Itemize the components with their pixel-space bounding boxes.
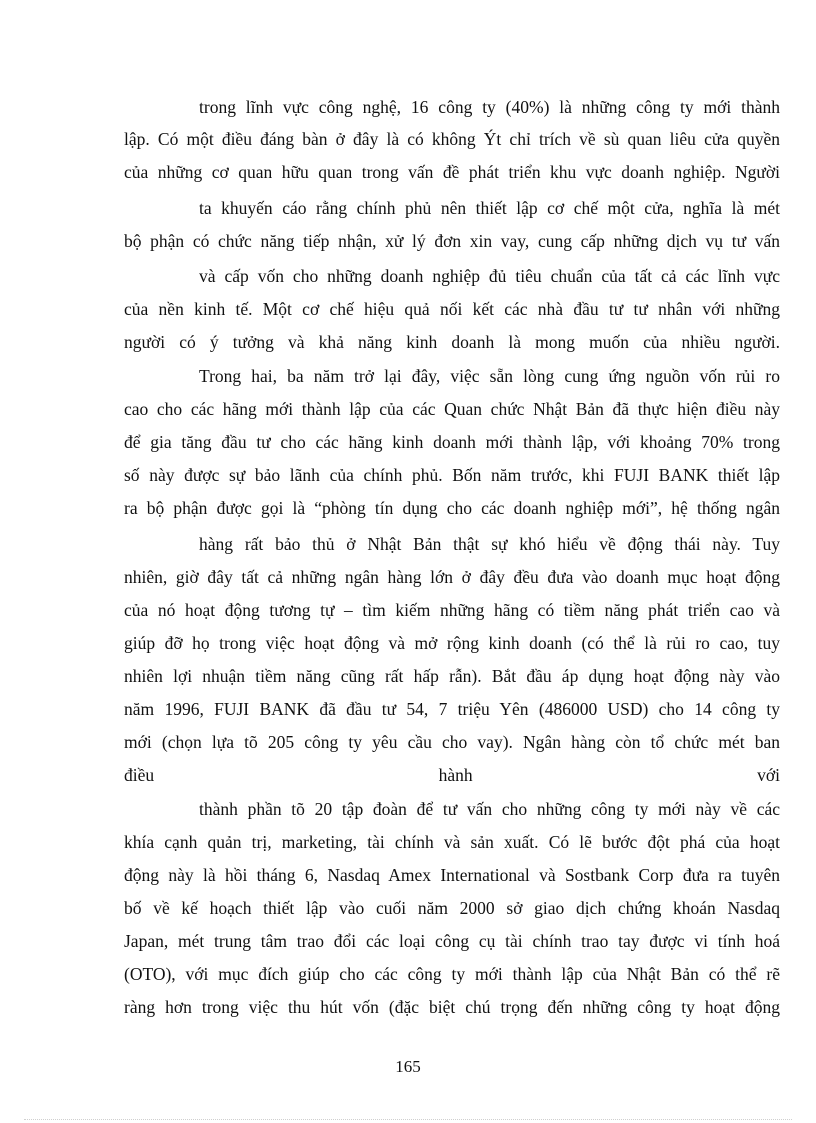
text-line: mới (chọn lựa tõ 205 công ty yêu cầu cho vay). Ngân hàng còn tổ chức mét ban: [124, 732, 780, 752]
text-line: ra bộ phận được gọi là “phòng tín dụng cho các doanh nghiệp mới”, hệ thống ngân: [124, 498, 780, 518]
text-line: Japan, mét trung tâm trao đổi các loại công cụ tài chính trao tay được vi tính hoá: [124, 931, 780, 951]
text-line: động này là hồi tháng 6, Nasdaq Amex International và Sostbank Corp đưa ra tuyên: [124, 865, 780, 885]
page-number: 165: [395, 1057, 421, 1076]
text-line: (OTO), với mục đích giúp cho các công ty mới thành lập của Nhật Bản có thể rẽ: [124, 964, 780, 984]
text-line: khía cạnh quản trị, marketing, tài chính và sản xuất. Có lẽ bước đột phá của hoạt: [124, 832, 780, 852]
text-line: người có ý tưởng và khả năng kinh doanh là mong muốn của nhiều người.: [124, 332, 780, 352]
text-line: cao cho các hãng mới thành lập của các Quan chức Nhật Bản đã thực hiện điều này: [124, 399, 780, 419]
text-line: nhiên lợi nhuận tiềm năng cũng rất hấp rẫn). Bắt đầu áp dụng hoạt động này vào: [124, 666, 780, 686]
text-line: Trong hai, ba năm trở lại đây, việc sẵn lòng cung ứng nguồn vốn rủi ro: [199, 366, 780, 386]
text-line: ta khuyến cáo rằng chính phủ nên thiết lập cơ chế một cửa, nghĩa là mét: [199, 198, 780, 218]
text-line: giúp đỡ họ trong việc hoạt động và mở rộng kinh doanh (có thể là rủi ro cao, tuy: [124, 633, 780, 653]
text-line: số này được sự bảo lãnh của chính phủ. Bốn năm trước, khi FUJI BANK thiết lập: [124, 465, 780, 485]
text-line: trong lĩnh vực công nghệ, 16 công ty (40%) là những công ty mới thành: [199, 97, 780, 117]
text-line: bố về kế hoạch thiết lập vào cuối năm 2000 sở giao dịch chứng khoán Nasdaq: [124, 898, 780, 918]
text-line: ràng hơn trong việc thu hút vốn (đặc biệt chú trọng đến những công ty hoạt động: [124, 997, 780, 1017]
text-line: năm 1996, FUJI BANK đã đầu tư 54, 7 triệu Yên (486000 USD) cho 14 công ty: [124, 699, 780, 719]
text-line: lập. Có một điều đáng bàn ở đây là có không Ýt chỉ trích về sù quan liêu cửa quyền: [124, 129, 780, 149]
text-line: của những cơ quan hữu quan trong vấn đề phát triển khu vực doanh nghiệp. Người: [124, 162, 780, 182]
text-line: của nền kinh tế. Một cơ chế hiệu quả nối kết các nhà đầu tư tư nhân với những: [124, 299, 780, 319]
text-line: bộ phận có chức năng tiếp nhận, xử lý đơn xin vay, cung cấp những dịch vụ tư vấn: [124, 231, 780, 251]
text-line: và cấp vốn cho những doanh nghiệp đủ tiêu chuẩn của tất cả các lĩnh vực: [199, 266, 780, 286]
text-line: điều hành với: [124, 765, 780, 785]
text-line: thành phần tõ 20 tập đoàn để tư vấn cho những công ty mới này về các: [199, 799, 780, 819]
text-line: để gia tăng đầu tư cho các hãng kinh doanh mới thành lập, với khoảng 70% trong: [124, 432, 780, 452]
text-line: nhiên, giờ đây tất cả những ngân hàng lớn ở đây đều đưa vào doanh mục hoạt động: [124, 567, 780, 587]
text-line: hàng rất bảo thủ ở Nhật Bản thật sự khó hiểu về động thái này. Tuy: [199, 534, 780, 554]
footer-divider: [24, 1119, 792, 1120]
text-line: của nó hoạt động tương tự – tìm kiếm những hãng có tiềm năng phát triển cao và: [124, 600, 780, 620]
